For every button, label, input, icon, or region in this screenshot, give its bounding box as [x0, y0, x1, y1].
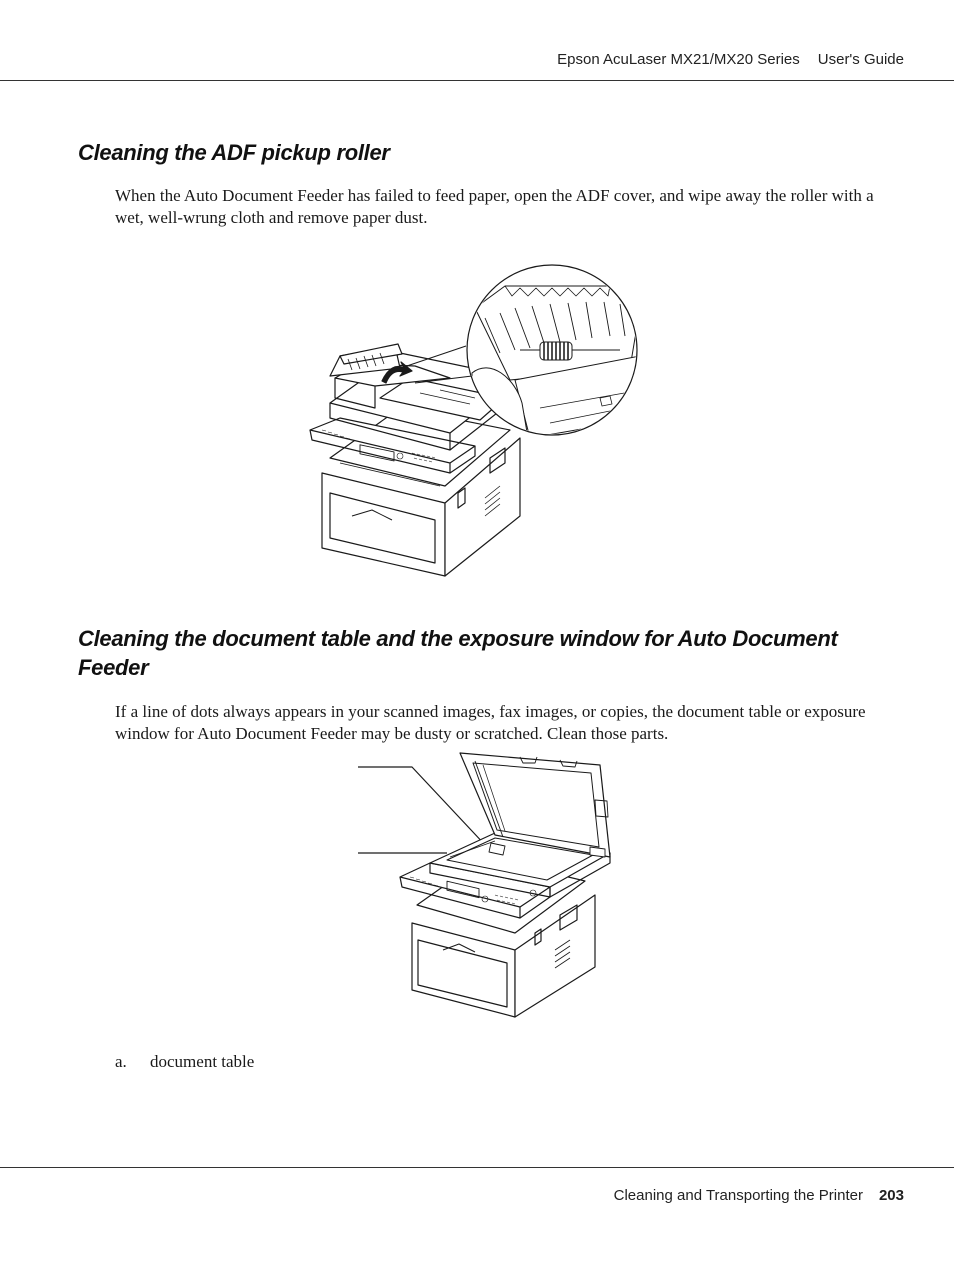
adf-roller-illustration: [300, 258, 645, 583]
footer-rule: [0, 1167, 954, 1168]
legend-item: [115, 1052, 254, 1072]
header-product: Epson AcuLaser MX21/MX20 Series: [557, 51, 800, 68]
callout-leader-exposure-window: [358, 767, 487, 847]
running-header: [557, 51, 904, 68]
page-footer: [614, 1187, 904, 1204]
page-number: 203: [878, 1187, 904, 1204]
legend-item-label: a.: [115, 1052, 127, 1071]
section-title-line1: Cleaning the document table and the exposure window for Auto Document: [78, 626, 838, 651]
figure-legend: [115, 1052, 254, 1072]
footer-chapter: Cleaning and Transporting the Printer: [613, 1187, 863, 1204]
section-title-line2: Feeder: [78, 655, 149, 680]
page-header: [0, 0, 954, 82]
section-title-document-table: [78, 624, 838, 682]
document-table-illustration: [355, 745, 620, 1020]
section-title-adf-roller: Cleaning the ADF pickup roller: [78, 140, 390, 165]
header-rule: [0, 80, 954, 81]
section-body-adf-roller: When the Auto Document Feeder has failed to feed paper, open the ADF cover, and wipe away the roller with a wet, well-wrung cloth and remove paper dust.: [115, 186, 874, 227]
header-guide: User's Guide: [817, 51, 904, 68]
section-body-document-table: If a line of dots always appears in your scanned images, fax images, or copies, the document table or exposure window for Auto Document Feeder may be dusty or scratched. Clean those parts.: [115, 702, 866, 743]
legend-item-text: document table: [150, 1052, 255, 1071]
